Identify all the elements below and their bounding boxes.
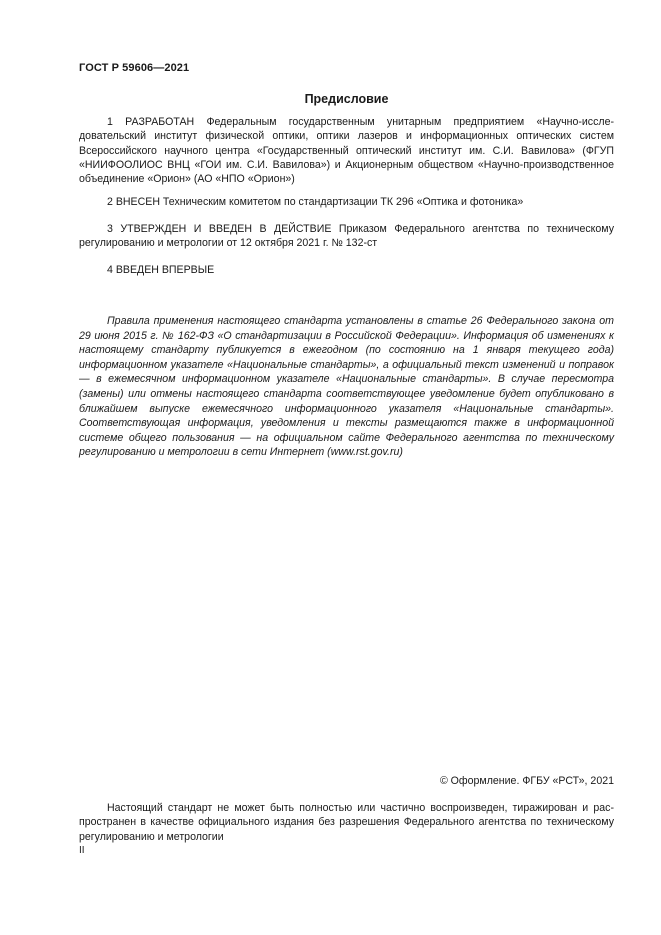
copyright-line: © Оформление. ФГБУ «РСТ», 2021 bbox=[439, 775, 614, 787]
paragraph-approved: 3 УТВЕРЖДЕН И ВВЕДЕН В ДЕЙСТВИЕ Приказом Федерального агентства по техническому регулированию и метрологии от 12 октября 2021 г. № 132-ст bbox=[79, 223, 614, 250]
section-title: Предисловие bbox=[304, 92, 389, 106]
paragraph-first-introduced: 4 ВВЕДЕН ВПЕРВЫЕ bbox=[107, 264, 215, 276]
reproduction-rights-text: Настоящий стандарт не может быть полностью или частично воспроизведен, тиражирован и распространен в качестве официального издания без разрешения Федерального агентства по техническому регулированию и метрологии bbox=[79, 802, 614, 843]
page-number: II bbox=[79, 845, 85, 856]
document-code: ГОСТ Р 59606—2021 bbox=[79, 62, 190, 74]
paragraph-developed-by: 1 РАЗРАБОТАН Федеральным государственным унитарным предприятием «Научно-исследовательский институт физической оптики, оптики лазеров и информационных оптических систем Всероссийского научного центра «Государственный оптический институт им. С.И. Вавилова» (ФГУП «НИИФООЛИОС ВНЦ «ГОИ им. С.И. Вавилова») и Акционерным обществом «Научно-производственное объединение «Орион» (АО «НПО «Орион») bbox=[79, 116, 614, 186]
application-rules-notice: Правила применения настоящего стандарта установлены в статье 26 Федерального закона от 29 июня 2015 г. № 162-ФЗ «О стандартизации в Российской Федерации». Информация об изменениях к настоящему стандарту публикуется в ежегодном (по состоянию на 1 января текущего года) информационном указателе «Национальные стандарты», а официальный текст изменений и поправок — в ежемесячном информационном указателе «Национальные стандарты». В случае пересмотра (замены) или отмены настоящего стандарта соответствующее уведомление будет опубликовано в ближайшем выпуске ежемесячного информационного указателя «Национальные стандарты». Соответствующая информация, уведомления и тексты размещаются также в информационной системе общего пользования — на официальном сайте Федерального агентства по техническому регулированию и метрологии в сети Интернет (www.rst.gov.ru) bbox=[79, 315, 614, 459]
paragraph-introduced-by: 2 ВНЕСЕН Техническим комитетом по стандартизации ТК 296 «Оптика и фотоника» bbox=[107, 196, 524, 208]
